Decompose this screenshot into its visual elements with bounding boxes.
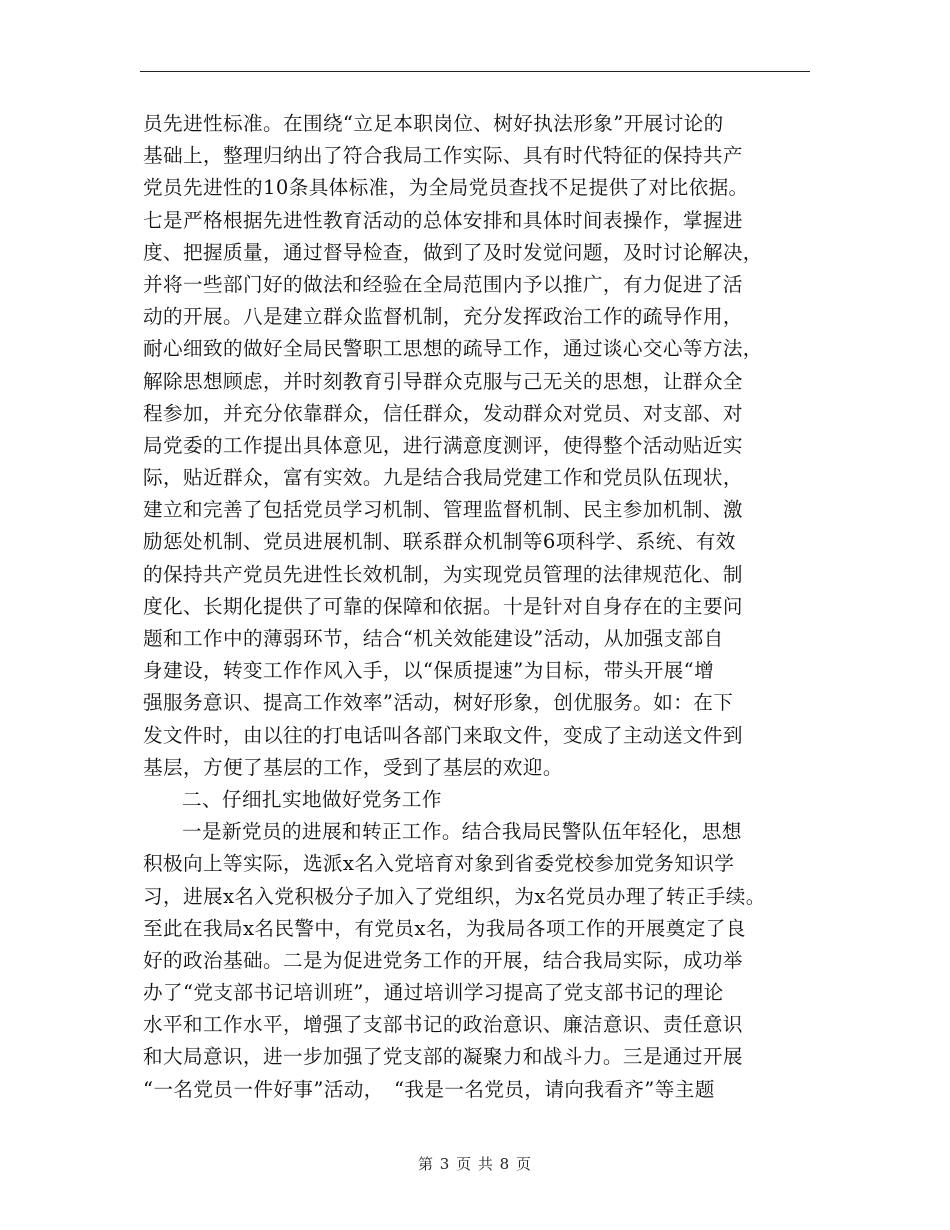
text-line: 耐心细致的做好全局民警职工思想的疏导工作，通过谈心交心等方法， [143, 337, 763, 361]
text-line: 际，贴近群众，富有实效。九是结合我局党建工作和党员队伍现状， [143, 466, 743, 490]
text-line: 励惩处机制、党员进展机制、联系群众机制等6项科学、系统、有效 [143, 530, 736, 554]
text-line: 发文件时，由以往的打电话叫各部门来取文件，变成了主动送文件到 [143, 723, 743, 747]
body-text [143, 108, 811, 1106]
text-line: 员先进性标准。在围绕“立足本职岗位、树好执法形象”开展讨论的 [143, 112, 724, 135]
text-line: “一名党员一件好事”活动， “我是一名党员，请向我看齐”等主题 [143, 1077, 715, 1101]
text-line: 基层，方便了基层的工作，受到了基层的欢迎。 [143, 755, 563, 779]
text-line: 度化、长期化提供了可靠的保障和依据。十是针对自身存在的主要问 [143, 594, 743, 618]
header-rule [140, 71, 810, 72]
text-line: 强服务意识、提高工作效率”活动，树好形象，创优服务。如：在下 [143, 691, 734, 715]
section-heading: 二、仔细扎实地做好党务工作 [182, 787, 442, 811]
text-line: 办了“党支部书记培训班”，通过培训学习提高了党支部书记的理论 [143, 981, 724, 1005]
text-line: 题和工作中的薄弱环节，结合“机关效能建设”活动，从加强支部自 [143, 627, 724, 650]
text-line: 身建设，转变工作作风入手，以“保质提速”为目标，带头开展“增 [143, 659, 715, 683]
text-line: 积极向上等实际，选派x名入党培育对象到省委党校参加党务知识学 [143, 852, 735, 876]
text-line: 建立和完善了包括党员学习机制、管理监督机制、民主参加机制、激 [143, 498, 743, 522]
text-line: 和大局意识，进一步加强了党支部的凝聚力和战斗力。三是通过开展 [143, 1045, 743, 1069]
text-line: 七是严格根据先进性教育活动的总体安排和具体时间表操作，掌握进 [143, 208, 743, 232]
text-line: 水平和工作水平，增强了支部书记的政治意识、廉洁意识、责任意识 [143, 1013, 743, 1037]
paragraph-start-line: 一是新党员的进展和转正工作。结合我局民警队伍年轻化，思想 [182, 820, 742, 844]
text-line: 程参加，并充分依靠群众，信任群众，发动群众对党员、对支部、对 [143, 401, 743, 425]
text-line: 局党委的工作提出具体意见，进行满意度测评，使得整个活动贴近实 [143, 433, 743, 457]
text-line: 并将一些部门好的做法和经验在全局范围内予以推广，有力促进了活 [143, 272, 743, 296]
text-line: 至此在我局x名民警中，有党员x名，为我局各项工作的开展奠定了良 [143, 916, 746, 940]
text-line: 度、把握质量，通过督导检查，做到了及时发觉问题，及时讨论解决， [143, 240, 763, 264]
page-number-footer: 第 3 页 共 8 页 [418, 1155, 532, 1173]
text-line: 习，进展x名入党积极分子加入了党组织，为x名党员办理了转正手续。 [143, 884, 766, 908]
text-line: 的保持共产党员先进性长效机制，为实现党员管理的法律规范化、制 [143, 562, 743, 586]
text-line: 好的政治基础。二是为促进党务工作的开展，结合我局实际，成功举 [143, 948, 743, 972]
text-line: 动的开展。八是建立群众监督机制，充分发挥政治工作的疏导作用， [143, 305, 743, 329]
text-line: 解除思想顾虑，并时刻教育引导群众克服与己无关的思想，让群众全 [143, 369, 743, 393]
text-line: 党员先进性的10条具体标准，为全局党员查找不足提供了对比依据。 [143, 176, 749, 200]
text-line: 基础上，整理归纳出了符合我局工作实际、具有时代特征的保持共产 [143, 144, 743, 168]
